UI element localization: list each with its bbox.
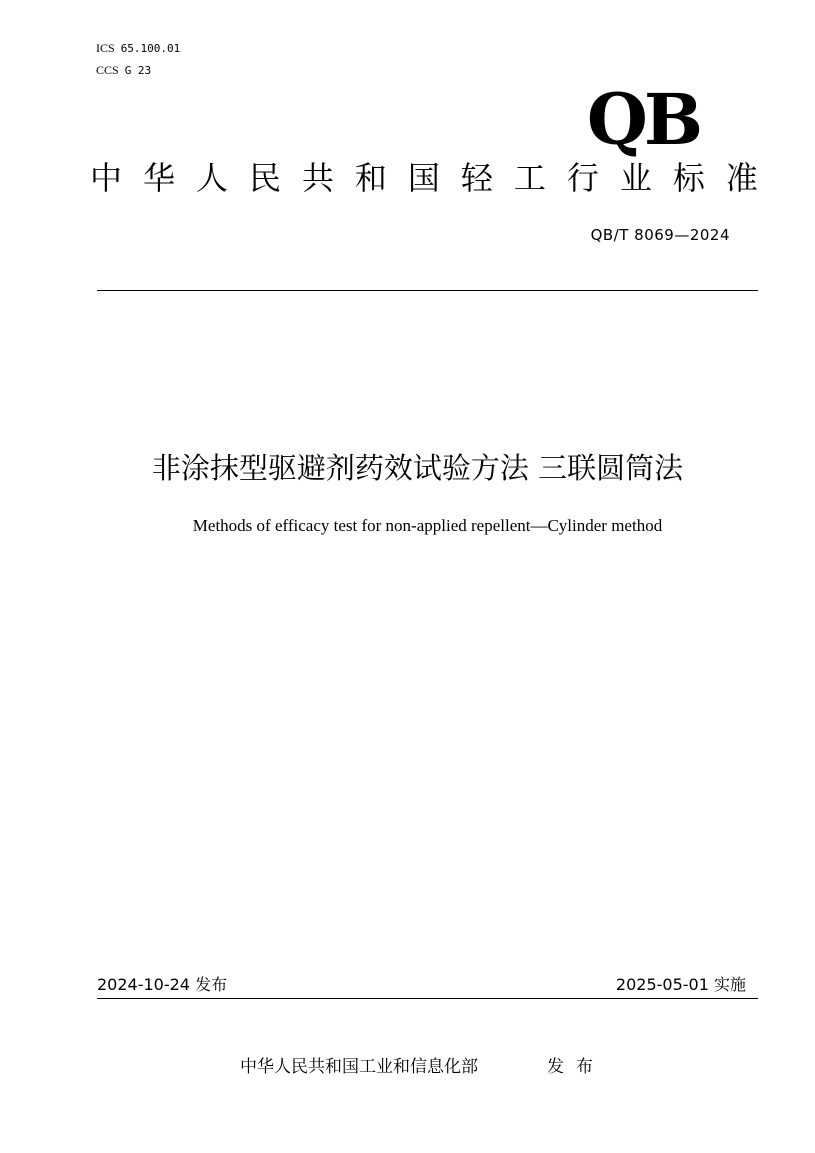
ics-code: 65.100.01 (120, 42, 181, 55)
standard-title-char: 准 (725, 159, 758, 197)
ccs-classification (96, 63, 151, 78)
standard-title-char: 共 (301, 159, 334, 197)
bottom-divider (97, 998, 758, 999)
standard-category-title (90, 155, 758, 201)
ics-label: ICS (96, 41, 115, 55)
standard-title-char: 中 (90, 159, 123, 197)
standard-title-char: 华 (142, 159, 175, 197)
standard-title-char: 民 (248, 159, 281, 197)
top-divider (97, 290, 758, 291)
ccs-label: CCS (96, 63, 119, 77)
publish-action: 发布 (547, 1057, 605, 1077)
standard-title-char: 工 (513, 159, 546, 197)
ics-classification (96, 41, 180, 56)
standard-title-char: 国 (407, 159, 440, 197)
publisher-name: 中华人民共和国工业和信息化部 (240, 1057, 478, 1077)
qb-logo: QB (586, 78, 700, 161)
implementation-date: 2025-05-01 实施 (615, 975, 746, 994)
standard-title-char: 业 (619, 159, 652, 197)
standard-number: QB/T 8069—2024 (590, 226, 730, 244)
issue-date: 2024-10-24 发布 (97, 975, 228, 994)
standard-title-char: 行 (566, 159, 599, 197)
standard-title-char: 轻 (460, 159, 493, 197)
document-title-english: Methods of efficacy test for non-applied repellent—Cylinder method (192, 516, 663, 535)
standard-title-char: 和 (354, 159, 387, 197)
standard-title-char: 标 (672, 159, 705, 197)
ccs-code: G 23 (124, 64, 152, 77)
standard-title-char: 人 (195, 159, 228, 197)
document-title-chinese: 非涂抹型驱避剂药效试验方法 三联圆筒法 (151, 451, 684, 485)
